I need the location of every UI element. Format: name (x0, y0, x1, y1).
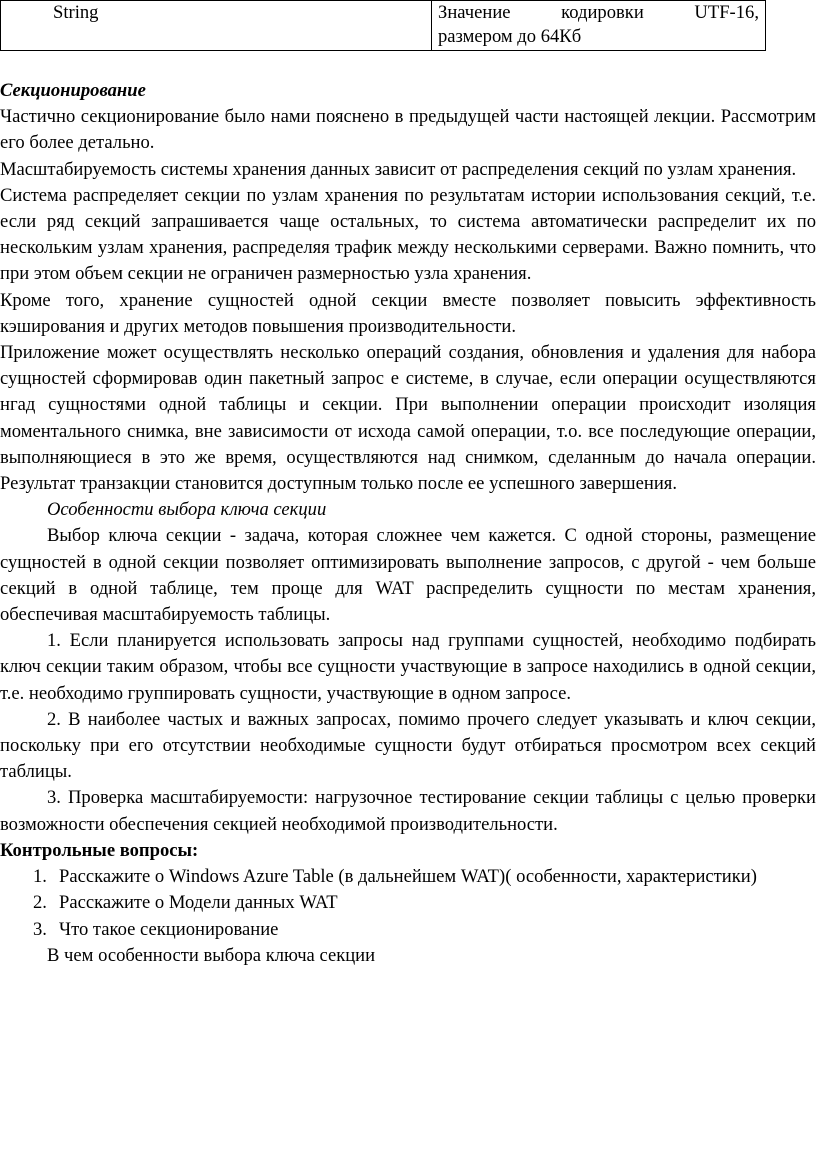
numbered-item (0, 785, 816, 837)
description-line: размером до 64Кб (438, 26, 582, 47)
item-number: 3. (33, 918, 47, 940)
item-number: 3. (47, 787, 61, 809)
item-text: Расскажите о Модели данных WAT (59, 892, 338, 914)
list-item (0, 890, 816, 916)
numbered-item (0, 628, 816, 707)
document-body (0, 78, 816, 969)
table-row (1, 1, 766, 51)
description-cell (432, 1, 766, 51)
item-text: Проверка масштабируемости: нагрузочное тестирование секции таблицы с целью проверки возможности обеспечения секцией необходимой производительности. (0, 787, 816, 835)
subsection-heading: Особенности выбора ключа секции (47, 499, 327, 521)
numbered-item (0, 707, 816, 786)
item-number: 1. (33, 866, 47, 888)
paragraph: Кроме того, хранение сущностей одной секции вместе позволяет повысить эффективность кэширования и других методов повышения производительности. (0, 289, 816, 337)
list-item (0, 917, 816, 943)
description-line: Значение кодировки UTF-16, (438, 2, 759, 23)
type-cell: String (1, 1, 432, 51)
question-text: В чем особенности выбора ключа секции (47, 944, 376, 966)
item-number: 2. (47, 708, 61, 730)
data-type-table (0, 0, 766, 51)
item-text: В наиболее частых и важных запросах, помимо прочего следует указывать и ключ секции, поскольку при его отсутствии необходимые сущности будут отбираться просмотром всех секций таблицы. (0, 708, 816, 783)
questions-list (0, 864, 816, 943)
item-text: Что такое секционирование (59, 918, 279, 940)
paragraph: Масштабируемость системы хранения данных зависит от распределения секций по узлам хранения. (0, 158, 797, 180)
questions-heading: Контрольные вопросы: (0, 839, 199, 861)
item-number: 1. (47, 630, 61, 652)
paragraph: Система распределяет секции по узлам хранения по результатам истории использования секций, т.е. если ряд секций запрашивается чаще остальных, то система автоматически распределит их по нескольким узлам хранения, распределяя трафик между несколькими серверами. Важно помнить, что при этом объем секции не ограничен размерностью узла хранения. (0, 184, 816, 285)
item-text: Расскажите о Windows Azure Table (в дальнейшем WAT)( особенности, характеристики) (59, 866, 757, 888)
item-number: 2. (33, 892, 47, 914)
paragraph: Выбор ключа секции - задача, которая сложнее чем кажется. С одной стороны, размещение сущностей в одной секции позволяет оптимизировать выполнение запросов, с другой - чем больше секций в одной таблице, тем проще для WAT распределить сущности по местам хранения, обеспечивая масштабируемость таблицы. (0, 525, 816, 626)
paragraph: Приложение может осуществлять несколько операций создания, обновления и удаления для набора сущностей сформировав один пакетный запрос е системе, в случае, если операции осуществляются нгад сущностями одной таблицы и секции. При выполнении операции происходит изоляция моментального снимка, вне зависимости от исхода самой операции, т.о. все последующие операции, выполняющиеся в это же время, осуществляются над снимком, сделанным до начала операции. Результат транзакции становится доступным только после ее успешного завершения. (0, 342, 816, 495)
paragraph: Частично секционирование было нами пояснено в предыдущей части настоящей лекции. Рассмотрим его более детально. (0, 106, 816, 154)
item-text: Если планируется использовать запросы над группами сущностей, необходимо подбирать ключ секции таким образом, чтобы все сущности участвующие в запросе находились в одной секции, т.е. необходимо группировать сущности, участвующие в одном запросе. (0, 630, 816, 704)
section-heading: Секционирование (0, 80, 146, 101)
list-item (0, 864, 816, 890)
